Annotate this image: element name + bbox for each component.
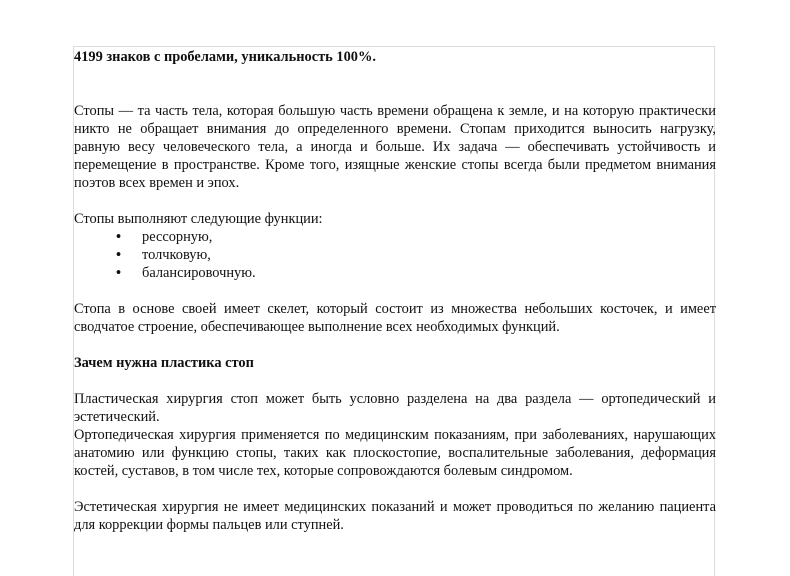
- list-item: [116, 228, 716, 246]
- paragraph-intro: Стопы — та часть тела, которая большую часть времени обращена к земле, и на которую практически никто не обращает внимания до определенного времени. Стопам приходится выносить нагрузку, равную весу человеческого тела, а иногда и больше. Их задача — обеспечивать устойчивость и перемещение в пространстве. Кроме того, изящные женские стопы всегда были предметом внимания поэтов всех времен и эпох.: [74, 103, 716, 191]
- document-heading: 4199 знаков с пробелами, уникальность 100%.: [74, 49, 376, 65]
- list-item-label: рессорную,: [142, 229, 213, 245]
- paragraph-orthopedic: Ортопедическая хирургия применяется по медицинским показаниям, при заболеваниях, нарушающих анатомию или функцию стопы, таких как плоскостопие, воспалительные заболевания, деформация костей, суставов, в том числе тех, которые сопровождаются болевым синдромом.: [74, 427, 716, 479]
- functions-intro: Стопы выполняют следующие функции:: [74, 211, 323, 227]
- list-item: [116, 264, 716, 282]
- paragraph-skeleton: Стопа в основе своей имеет скелет, который состоит из множества небольших косточек, и имеет сводчатое строение, обеспечивающее выполнение всех необходимых функций.: [74, 301, 716, 335]
- document-body: [74, 48, 716, 534]
- functions-list: [74, 228, 716, 282]
- paragraph-aesthetic: Эстетическая хирургия не имеет медицинских показаний и может проводиться по желанию пациента для коррекции формы пальцев или ступней.: [74, 499, 716, 533]
- paragraph-surgery-types: Пластическая хирургия стоп может быть условно разделена на два раздела — ортопедический и эстетический.: [74, 391, 716, 425]
- list-item-label: балансировочную.: [142, 265, 256, 281]
- list-item: [116, 246, 716, 264]
- bullet-icon: •: [116, 229, 122, 245]
- bullet-icon: •: [116, 265, 122, 281]
- list-item-label: толчковую,: [142, 247, 211, 263]
- bullet-icon: •: [116, 247, 122, 263]
- section-heading: Зачем нужна пластика стоп: [74, 355, 254, 371]
